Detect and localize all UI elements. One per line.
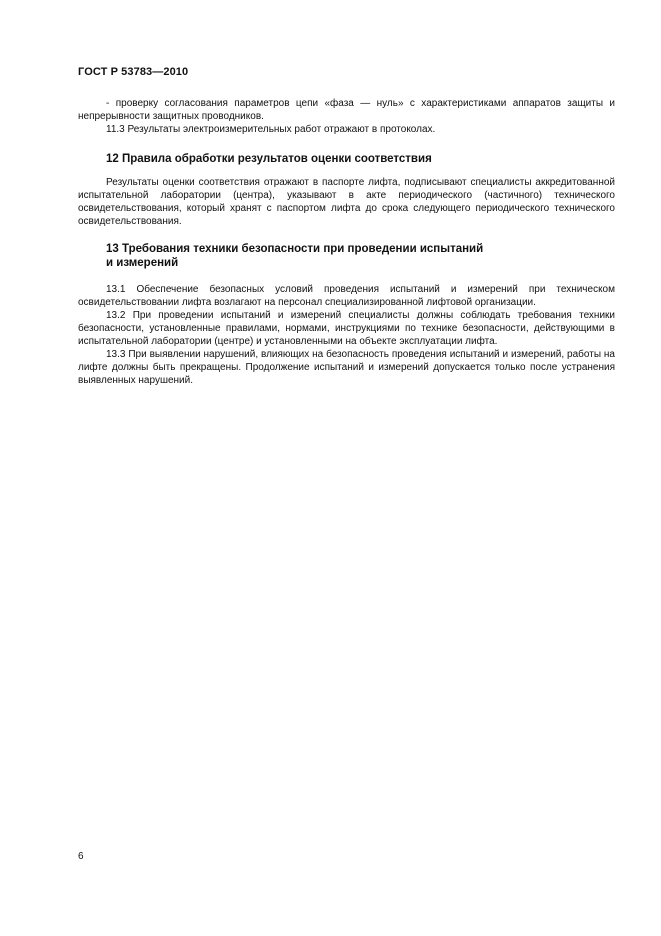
clause-13-1: 13.1 Обеспечение безопасных условий проведения испытаний и измерений при техническом освидетельствовании лифта возлагают на персонал специализированной лифтовой организации.	[78, 284, 615, 308]
section-13-heading-line1: 13 Требования техники безопасности при проведении испытаний	[106, 243, 484, 255]
clause-13-3: 13.3 При выявлении нарушений, влияющих на безопасность проведения испытаний и измерений, работы на лифте должны быть прекращены. Продолжение испытаний и измерений допускается только после устранения выявленных нарушений.	[78, 349, 615, 386]
list-item-phase-zero-check: - проверку согласования параметров цепи «фаза — нуль» с характеристиками аппаратов защиты и непрерывности защитных проводников.	[78, 98, 615, 122]
document-code: ГОСТ Р 53783—2010	[78, 66, 189, 78]
clause-13-2: 13.2 При проведении испытаний и измерений специалисты должны соблюдать требования техники безопасности, установленные правилами, нормами, инструкциями по технике безопасности, действующими в испытательной лаборатории (центре) и установленными на объекте эксплуатации лифта.	[78, 310, 615, 347]
section-13-body	[78, 283, 615, 387]
section-12-paragraph: Результаты оценки соответствия отражают в паспорте лифта, подписывают специалисты аккредитованной испытательной лаборатории (центра), указывают в акте периодического (частичного) технического освидетельствования, который хранят с паспортом лифта до срока следующего периодического технического освидетельствования.	[78, 177, 615, 227]
page-number: 6	[78, 851, 84, 862]
section-12-body	[78, 176, 615, 228]
section-12-heading: 12 Правила обработки результатов оценки соответствия	[106, 153, 432, 165]
section-11-continuation	[78, 97, 615, 136]
clause-11-3: 11.3 Результаты электроизмерительных работ отражают в протоколах.	[106, 124, 436, 135]
section-13-heading	[106, 242, 606, 270]
section-13-heading-line2: и измерений	[106, 257, 179, 269]
